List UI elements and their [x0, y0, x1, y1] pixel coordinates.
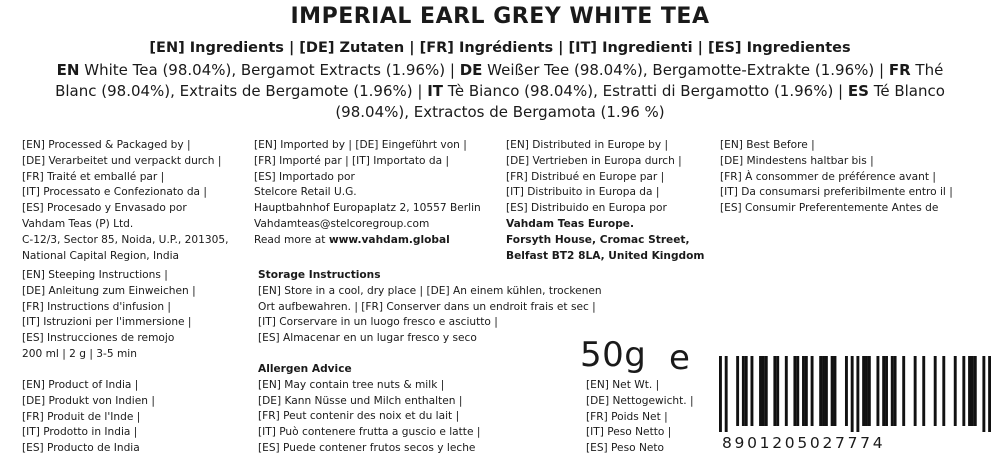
- processed-label: [EN] Processed & Packaged by |: [22, 139, 191, 151]
- lang-tag-fr: FR: [888, 61, 911, 79]
- barcode-bar: [876, 356, 879, 426]
- steeping-label: [EN] Steeping Instructions |: [22, 269, 168, 281]
- barcode-bar: [982, 356, 985, 432]
- barcode-bar: [736, 356, 739, 426]
- steeping-value: 200 ml | 2 g | 3-5 min: [22, 347, 137, 360]
- barcode-bar: [868, 356, 871, 426]
- best-before-label: [ES] Consumir Preferentemente Antes de: [720, 202, 939, 215]
- best-before-label: [FR] À consommer de préférence avant |: [720, 170, 936, 183]
- origin-label: [DE] Produkt von Indien |: [22, 394, 155, 407]
- manufacturer-address: National Capital Region, India: [22, 249, 180, 262]
- barcode-bar: [856, 356, 859, 432]
- distributed-by-block: [506, 138, 704, 264]
- barcode-bar: [725, 356, 728, 432]
- processed-by-block: [22, 138, 228, 264]
- barcode-bar: [750, 356, 753, 426]
- barcode-bar: [811, 356, 814, 426]
- distributor-address: Belfast BT2 8LA, United Kingdom: [506, 249, 705, 262]
- website-link[interactable]: www.vahdam.global: [328, 233, 450, 246]
- barcode-bar: [851, 356, 854, 432]
- barcode-bar: [776, 356, 779, 426]
- barcode-bar: [785, 356, 788, 426]
- barcode-number: 8901205027774: [722, 434, 886, 452]
- barcode-bar: [745, 356, 748, 426]
- barcode-bar: [822, 356, 825, 426]
- ingredients-text: [40, 60, 960, 123]
- barcode-bar: [762, 356, 765, 426]
- manufacturer-name: Vahdam Teas (P) Ltd.: [22, 217, 134, 230]
- imported-label: [FR] Importé par | [IT] Importato da |: [254, 154, 450, 167]
- barcode-bar: [819, 356, 822, 426]
- net-weight-label: [EN] Net Wt. |: [586, 379, 660, 391]
- processed-label: [ES] Procesado y Envasado por: [22, 202, 187, 215]
- barcode-bar: [759, 356, 762, 426]
- storage-title: Storage Instructions: [258, 269, 381, 281]
- product-title: IMPERIAL EARL GREY WHITE TEA: [290, 4, 710, 29]
- barcode-bar: [942, 356, 945, 426]
- distributor-address: Forsyth House, Cromac Street,: [506, 233, 690, 246]
- barcode-bar: [914, 356, 917, 426]
- best-before-label: [IT] Da consumarsi preferibilmente entro il |: [720, 186, 953, 199]
- distributor-name: Vahdam Teas Europe.: [506, 217, 634, 230]
- processed-label: [FR] Traité et emballé par |: [22, 170, 165, 183]
- barcode-bar: [902, 356, 905, 426]
- importer-email: Vahdamteas@stelcoregroup.com: [254, 217, 430, 230]
- distributed-label: [IT] Distribuito in Europa da |: [506, 186, 660, 199]
- allergen-line: [ES] Puede contener frutos secos y leche: [258, 441, 476, 454]
- importer-address: Hauptbahnhof Europaplatz 2, 10557 Berlin: [254, 202, 481, 215]
- barcode-bar: [962, 356, 965, 426]
- barcode-bar: [845, 356, 848, 426]
- allergen-line: [IT] Può contenere frutta a guscio e latte |: [258, 426, 481, 439]
- barcode-bar: [971, 356, 974, 426]
- origin-label: [IT] Prodotto in India |: [22, 426, 138, 439]
- barcode-bar: [988, 356, 991, 432]
- steeping-label: [ES] Instrucciones de remojo: [22, 332, 175, 345]
- processed-label: [DE] Verarbeitet und verpackt durch |: [22, 154, 222, 167]
- barcode-bar: [865, 356, 868, 426]
- steeping-label: [IT] Istruzioni per l'immersione |: [22, 316, 192, 329]
- lang-tag-it: IT: [427, 82, 444, 100]
- ingredients-es: Té Blanco (98.04%), Extractos de Bergamota (1.96 %): [335, 82, 945, 121]
- distributed-label: [FR] Distribué en Europe par |: [506, 170, 665, 183]
- steeping-block: [22, 268, 196, 363]
- origin-label: [ES] Producto de India: [22, 442, 140, 455]
- origin-label: [EN] Product of India |: [22, 379, 139, 391]
- importer-name: Stelcore Retail U.G.: [254, 186, 357, 199]
- barcode-bar: [765, 356, 768, 426]
- processed-label: [IT] Processato e Confezionato da |: [22, 186, 207, 199]
- net-weight-label: [IT] Peso Netto |: [586, 426, 672, 439]
- allergen-block: [258, 362, 480, 457]
- manufacturer-address: C-12/3, Sector 85, Noida, U.P., 201305,: [22, 233, 229, 246]
- storage-line: [ES] Almacenar en un lugar fresco y seco: [258, 332, 477, 345]
- barcode-bar: [954, 356, 957, 426]
- ingredients-en: White Tea (98.04%), Bergamot Extracts (1.96%) |: [79, 61, 460, 79]
- storage-line: [IT] Corservare in un luogo fresco e asciutto |: [258, 316, 498, 329]
- net-weight-value: 50g: [580, 335, 647, 375]
- imported-label: [EN] Imported by | [DE] Eingeführt von |: [254, 139, 467, 151]
- barcode-bar: [882, 356, 885, 426]
- lang-tag-es: ES: [847, 82, 869, 100]
- distributed-label: [ES] Distribuido en Europa por: [506, 202, 667, 215]
- ingredients-header: [EN] Ingredients | [DE] Zutaten | [FR] Ingrédients | [IT] Ingredienti | [ES] Ingredientes: [149, 40, 851, 56]
- net-weight-label: [ES] Peso Neto: [586, 442, 665, 455]
- barcode-bar: [834, 356, 837, 426]
- distributed-label: [EN] Distributed in Europe by |: [506, 139, 669, 151]
- lang-tag-en: EN: [56, 61, 80, 79]
- steeping-label: [FR] Instructions d'infusion |: [22, 300, 172, 313]
- ingredients-de: Weißer Tee (98.04%), Bergamotte-Extrakte (1.96%) |: [482, 61, 889, 79]
- barcode-bar: [805, 356, 808, 426]
- best-before-block: [720, 138, 953, 217]
- storage-line: Ort aufbewahren. | [FR] Conserver dans un endroit frais et sec |: [258, 300, 596, 313]
- estimated-sign-icon: e: [669, 338, 690, 378]
- net-weight-block: [586, 378, 694, 457]
- distributed-label: [DE] Vertrieben in Europa durch |: [506, 154, 682, 167]
- barcode-bar: [922, 356, 925, 426]
- barcode-bar: [742, 356, 745, 426]
- barcode-bar: [891, 356, 894, 426]
- barcode-bar: [773, 356, 776, 426]
- ingredients-it: Tè Bianco (98.04%), Estratti di Bergamotto (1.96%) |: [443, 82, 848, 100]
- net-weight-label: [FR] Poids Net |: [586, 410, 668, 423]
- origin-block: [22, 378, 155, 457]
- ingredients-fr: Thé Blanc (98.04%), Extraits de Bergamote (1.96%) |: [55, 61, 944, 100]
- imported-label: [ES] Importado por: [254, 170, 355, 183]
- barcode-bar: [894, 356, 897, 426]
- barcode-bar: [825, 356, 828, 426]
- steeping-label: [DE] Anleitung zum Einweichen |: [22, 284, 196, 297]
- barcode-bar: [796, 356, 799, 426]
- allergen-line: [FR] Peut contenir des noix et du lait |: [258, 410, 460, 423]
- best-before-label: [DE] Mindestens haltbar bis |: [720, 154, 874, 167]
- lang-tag-de: DE: [459, 61, 483, 79]
- allergen-title: Allergen Advice: [258, 363, 352, 375]
- barcode-bar: [974, 356, 977, 426]
- storage-line: [EN] Store in a cool, dry place | [DE] An einem kühlen, trockenen: [258, 284, 602, 297]
- barcode-bar: [968, 356, 971, 426]
- storage-block: [258, 268, 602, 347]
- barcode-bar: [831, 356, 834, 426]
- barcode-bar: [885, 356, 888, 426]
- barcode-bar: [802, 356, 805, 426]
- barcode-bar: [862, 356, 865, 426]
- imported-by-block: [254, 138, 481, 249]
- barcode: [719, 356, 991, 432]
- barcode-bar: [719, 356, 722, 432]
- read-more-line: [254, 233, 481, 249]
- allergen-line: [DE] Kann Nüsse und Milch enthalten |: [258, 394, 463, 407]
- read-more-text: Read more at: [254, 233, 329, 246]
- barcode-bar: [934, 356, 937, 426]
- origin-label: [FR] Produit de l'Inde |: [22, 410, 141, 423]
- barcode-bar: [793, 356, 796, 426]
- best-before-label: [EN] Best Before |: [720, 139, 815, 151]
- net-weight-label: [DE] Nettogewicht. |: [586, 394, 694, 407]
- allergen-line: [EN] May contain tree nuts & milk |: [258, 378, 445, 391]
